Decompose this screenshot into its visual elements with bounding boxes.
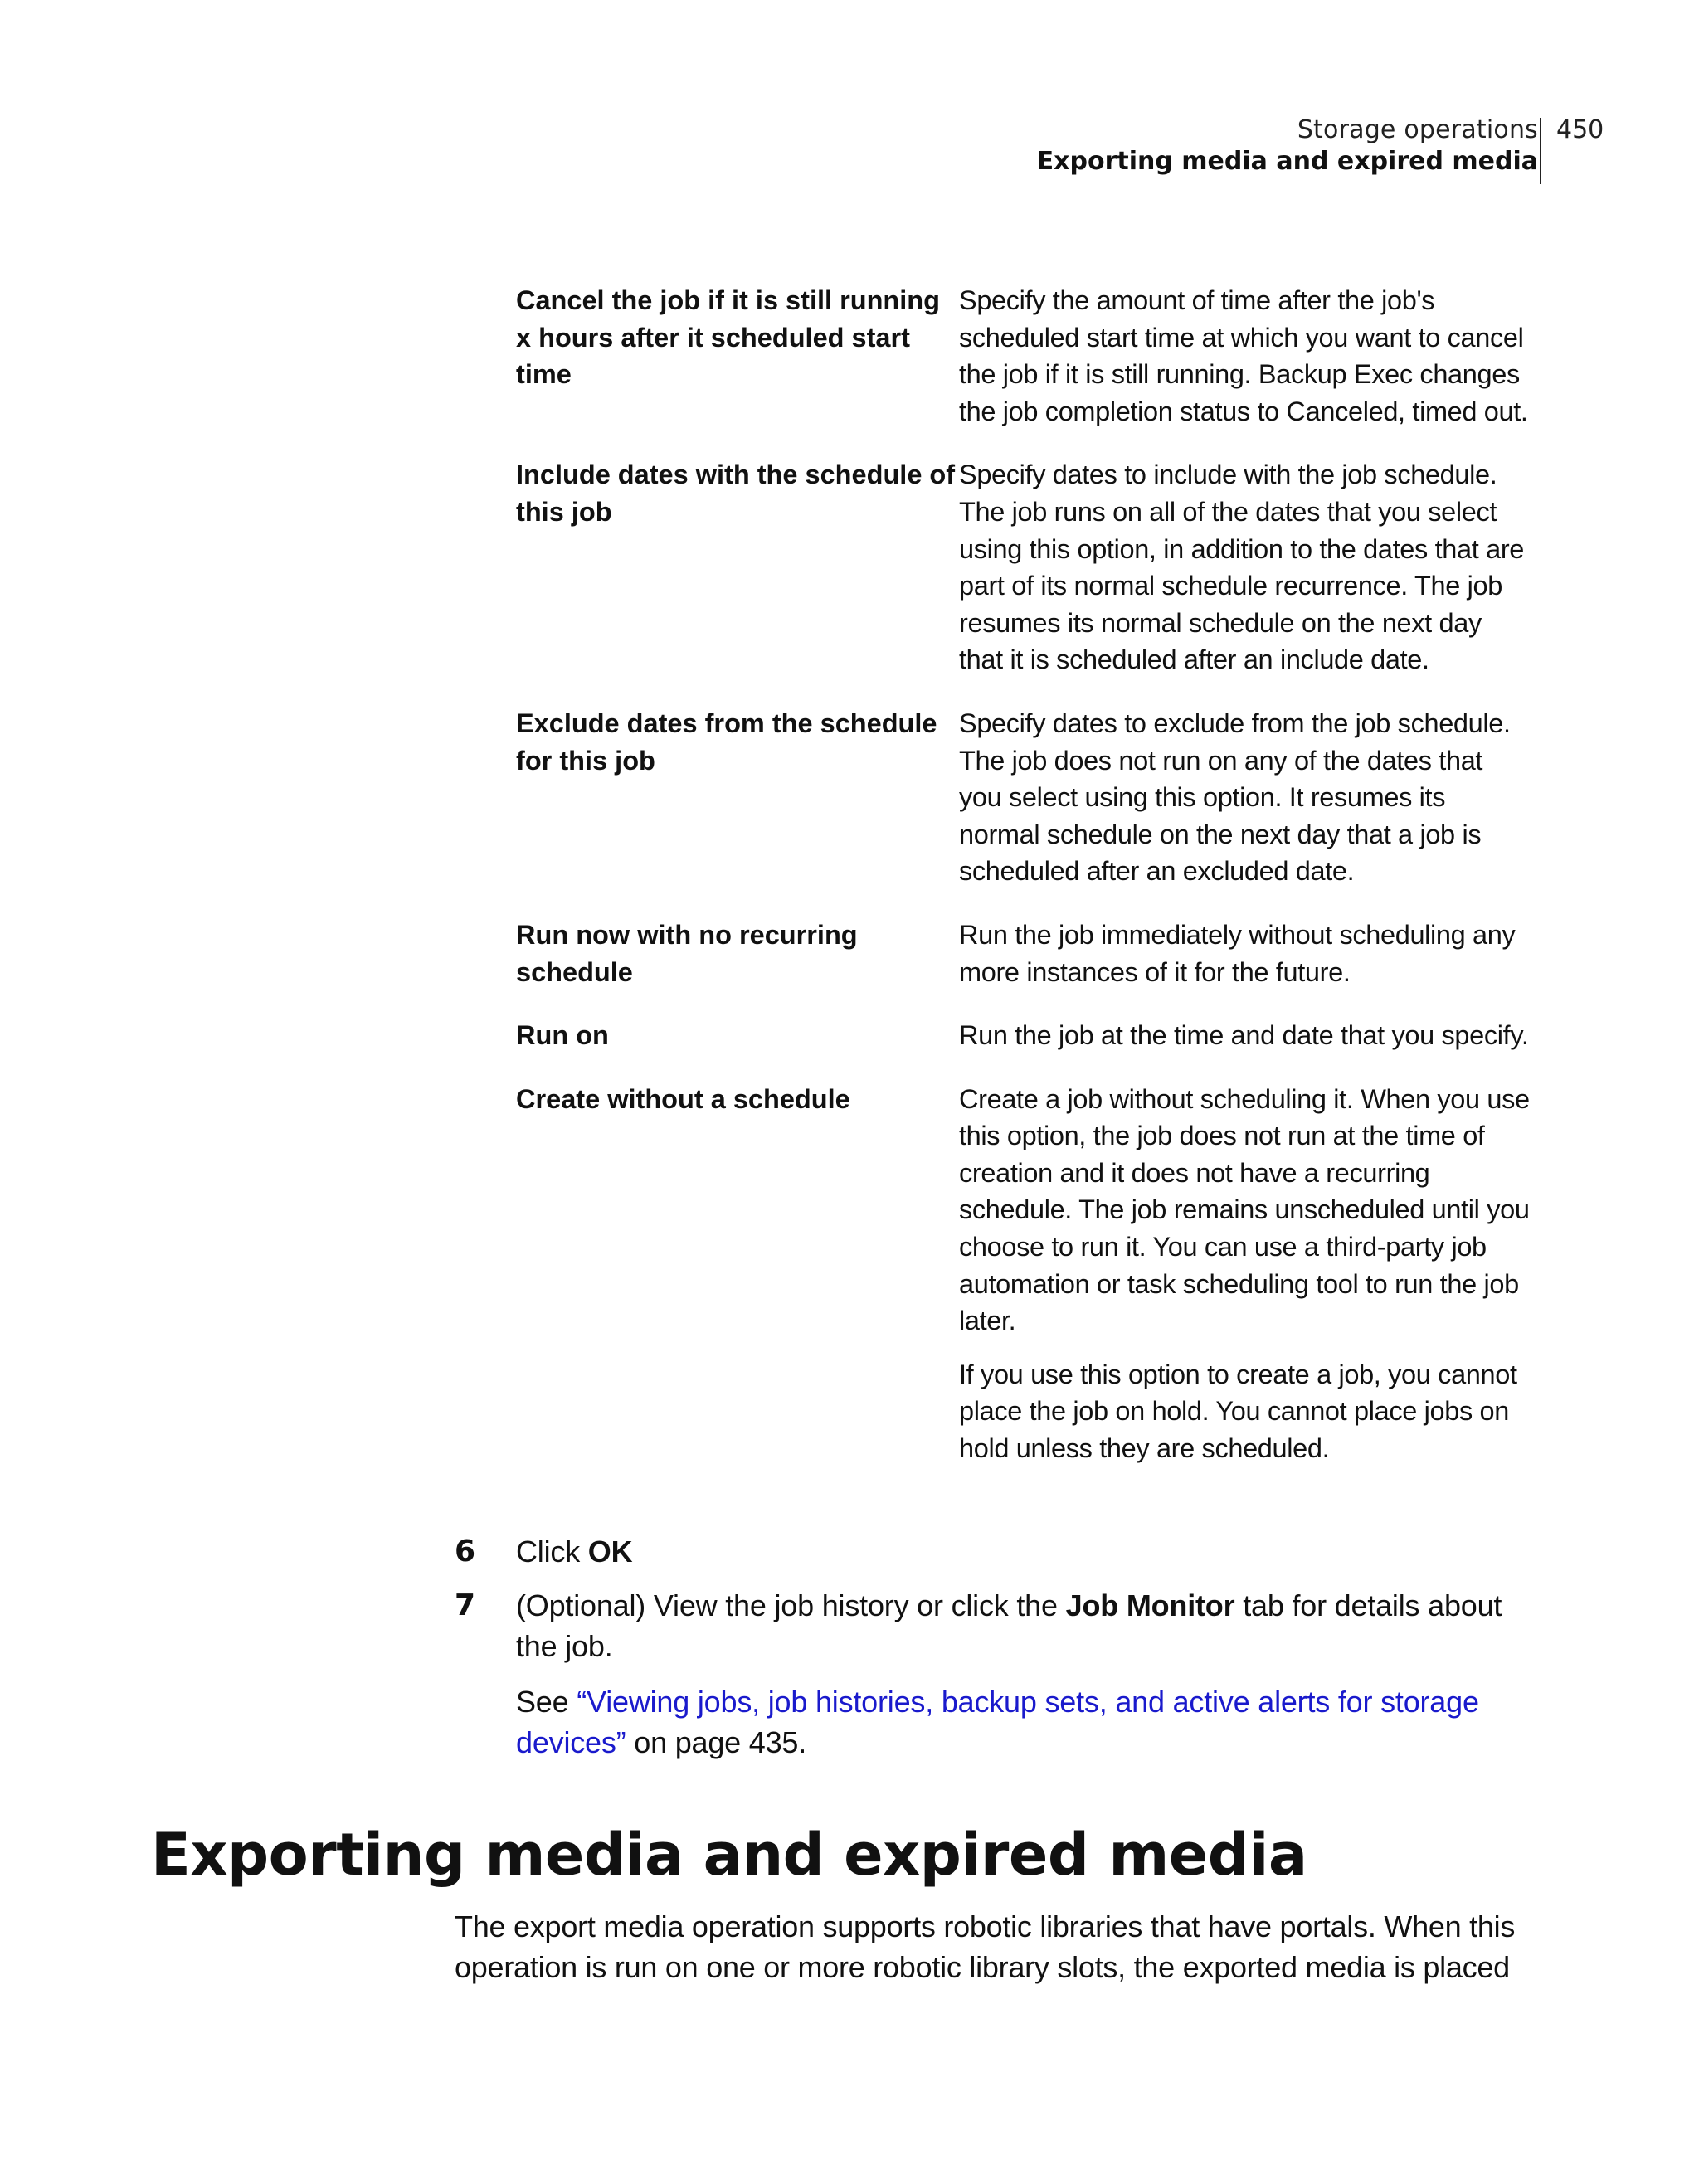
see-also-paragraph [516, 1681, 1550, 1763]
step-ui-term: Job Monitor [1065, 1588, 1235, 1622]
option-description [959, 282, 1531, 430]
option-row [516, 456, 1536, 679]
option-term: Exclude dates from the schedule for this job [516, 708, 937, 776]
option-row [516, 917, 1536, 990]
step-text [516, 1585, 1550, 1763]
see-also-prefix: See [516, 1685, 577, 1719]
option-row [516, 1081, 1536, 1467]
header-divider [1540, 118, 1541, 184]
header-section-name: Storage operations [1297, 115, 1538, 144]
section-body-paragraph: The export media operation supports robotic libraries that have portals. When this operation is run on one or more robotic library slots, the exported media is placed [455, 1909, 1516, 1984]
step-item [455, 1531, 1550, 1572]
option-term: Run now with no recurring schedule [516, 919, 858, 987]
step-text-suffix: tab for details about the job. [516, 1588, 1502, 1663]
cross-reference-link[interactable]: “Viewing jobs, job histories, backup sets, and active alerts for storage devices” [516, 1685, 1479, 1759]
step-item [455, 1585, 1550, 1763]
option-description [959, 1017, 1531, 1054]
option-description [959, 705, 1531, 890]
option-description-paragraph: If you use this option to create a job, you cannot place the job on hold. You cannot place jobs on hold unless they are scheduled. [959, 1359, 1517, 1464]
option-description-paragraph: Create a job without scheduling it. When you use this option, the job does not run at the time of creation and it does not have a recurring schedule. The job remains unscheduled until you choose to run it. You can use a third-party job automation or task scheduling tool to run the job later. [959, 1083, 1530, 1336]
option-term: Run on [516, 1020, 609, 1051]
option-term: Cancel the job if it is still running x hours after it scheduled start time [516, 285, 941, 390]
option-description-paragraph: Specify dates to exclude from the job schedule. The job does not run on any of the dates that you select using this option. It resumes its normal schedule on the next day that a job is scheduled after an excluded date. [959, 708, 1511, 887]
page-number: 450 [1556, 115, 1604, 144]
option-description-paragraph: Run the job immediately without scheduling any more instances of it for the future. [959, 919, 1516, 987]
option-description [959, 917, 1531, 990]
running-header [0, 114, 1699, 186]
see-also-suffix: on page 435. [626, 1725, 807, 1759]
option-description [959, 456, 1531, 679]
step-text-prefix: Click [516, 1535, 588, 1569]
schedule-options-table [516, 282, 1536, 1494]
step-paragraph [516, 1585, 1550, 1666]
section-heading: Exporting media and expired media [151, 1821, 1307, 1889]
step-number: 6 [455, 1535, 476, 1569]
option-description-paragraph: Run the job at the time and date that you specify. [959, 1020, 1529, 1051]
option-description-paragraph: Specify the amount of time after the job's scheduled start time at which you want to cancel the job if it is still running. Backup Exec changes the job completion status to Canceled, timed out. [959, 285, 1528, 426]
step-number: 7 [455, 1588, 476, 1622]
step-text-prefix: (Optional) View the job history or click the [516, 1588, 1066, 1622]
option-row [516, 1017, 1536, 1054]
procedure-steps [455, 1531, 1550, 1776]
step-paragraph [516, 1531, 1550, 1572]
step-text [516, 1531, 1550, 1572]
option-description [959, 1081, 1531, 1467]
option-row [516, 705, 1536, 890]
header-topic-name: Exporting media and expired media [1036, 147, 1538, 176]
option-term: Include dates with the schedule of this job [516, 460, 956, 527]
option-description-paragraph: Specify dates to include with the job schedule. The job runs on all of the dates that you select using this option, in addition to the dates that are part of its normal schedule recurrence. The job resumes its normal schedule on the next day that it is scheduled after an include date. [959, 460, 1525, 675]
running-header-text [1037, 114, 1538, 178]
step-ui-term: OK [587, 1535, 633, 1569]
option-row [516, 282, 1536, 430]
option-term: Create without a schedule [516, 1083, 850, 1114]
